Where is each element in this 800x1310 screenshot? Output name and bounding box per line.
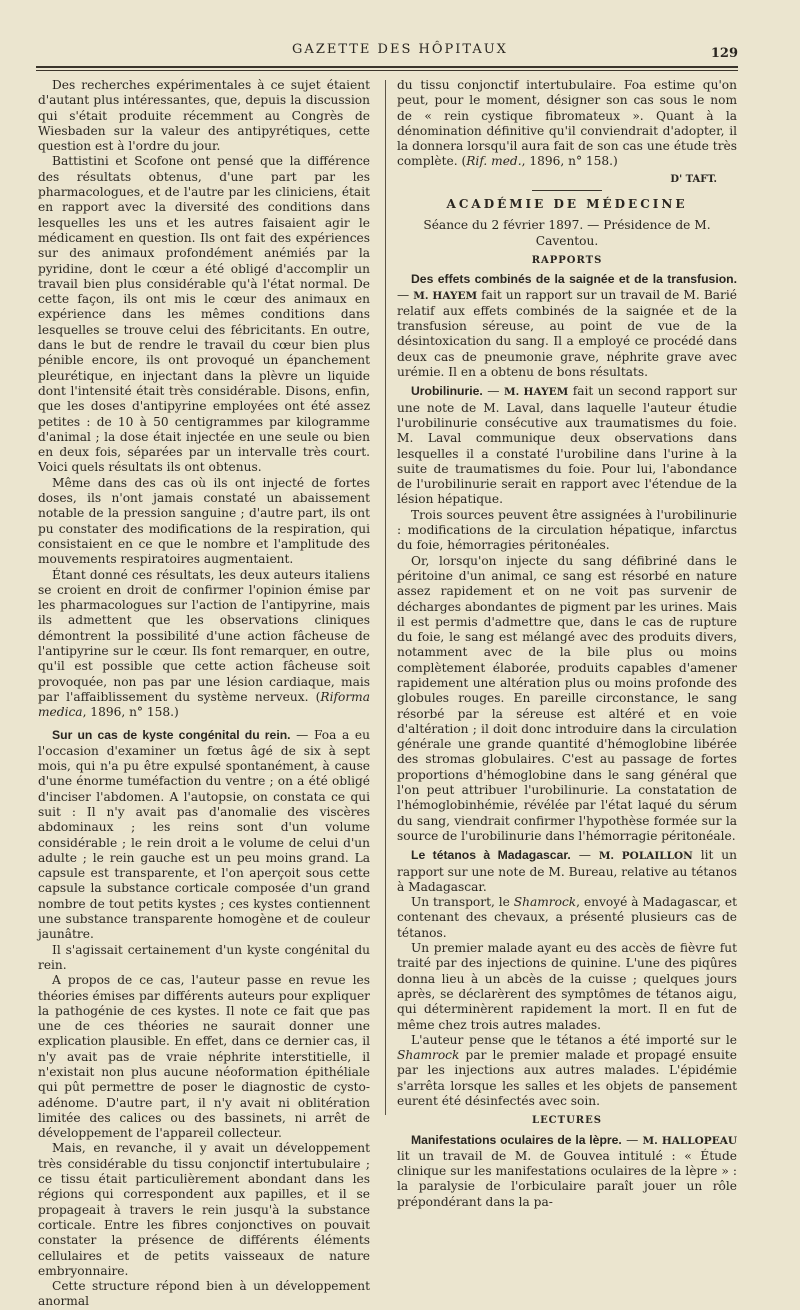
paragraph	[397, 78, 737, 170]
article-tetanos	[397, 848, 737, 895]
header-rule	[36, 66, 738, 68]
paragraph: Des recherches expérimentales à ce sujet étaient d'autant plus intéressantes, que, depuis la discussion qui s'était produite récemment au Congrès de Wiesbaden sur la valeur des antipyrétiques, cette question est à l'ordre du jour.	[38, 78, 370, 154]
column-divider	[385, 80, 386, 1115]
paragraph	[38, 568, 370, 721]
paragraph	[397, 1033, 737, 1109]
paragraph: Même dans des cas où ils ont injecté de fortes doses, ils n'ont jamais constaté un abaissement notable de la pression sanguine ; d'autre part, ils ont pu constater des modifications de la respiration, qui consistaient en ce que le nombre et l'amplitude des mouvements respiratoires augmentaient.	[38, 475, 370, 567]
text: du tissu conjonctif intertubulaire. Foa estime qu'on peut, pour le moment, désigner son cas sous le nom de « rein cystique fibromateux ». Quant à la dénomination définitive qu'il conviendrait d'adopter, il la donnera lorsqu'il aura fait de son cas une étude très complète. (	[397, 78, 737, 169]
signature: D' TAFT.	[670, 173, 717, 185]
ship-name: Shamrock	[513, 895, 577, 910]
journal-reference: Rif. med.	[466, 154, 522, 169]
article-title: Des effets combinés de la saignée et de la transfusion.	[411, 272, 737, 287]
paragraph: Or, lorsqu'on injecte du sang défibriné dans le péritoine d'un animal, ce sang est résorbé en nature assez rapidement et on ne voit pas survenir de décharges abondantes de pigment par les urines. Mais il est permis d'admettre que, dans le cas de rupture du foie, le sang est mélangé avec des produits divers, notamment avec de la bile plus ou moins complètement élaborée, produits capables d'amener rapidement une altération plus ou moins profonde des globules rouges. En pareille circonstance, le sang résorbé par la séreuse est altéré et en voie d'altération ; il doit donc introduire dans la circulation générale une grande quantité d'hémoglobine libérée des stromas globulaires. C'est au passage de fortes proportions d'hémoglobine dans le sang général que l'on peut attribuer l'urobilinurie. La constatation de l'hémoglobinhémie, révélée par l'état laqué du sérum du sang, viendrait confirmer l'hypothèse formée sur la source de l'urobilinurie dans l'hémorragie péritonéale.	[397, 553, 737, 843]
right-column	[397, 78, 737, 1210]
author-name: M. HALLOPEAU	[642, 1134, 738, 1147]
article-title: Manifestations oculaires de la lèpre.	[411, 1132, 622, 1147]
text: Un transport, le	[411, 895, 514, 910]
text: —	[570, 848, 599, 863]
text: L'auteur pense que le tétanos a été importé sur le	[411, 1032, 737, 1047]
section-title: ACADÉMIE DE MÉDECINE	[446, 197, 688, 212]
author-name: M. HAYEM	[413, 289, 478, 302]
article-kyste	[38, 728, 370, 942]
section-rule	[532, 190, 602, 191]
text: —	[621, 1132, 643, 1147]
paragraph: Mais, en revanche, il y avait un développement très considérable du tissu conjonctif intertubulaire ; ce tissu était particulièrement abondant dans les régions qui correspondent aux papilles, et il se propageait à travers le rein jusqu'à la substance corticale. Entre les fibres conjonctives on pouvait constater la présence de différents éléments cellulaires et de petits vaisseaux de nature embryonnaire.	[38, 1141, 370, 1278]
header-rule-thin	[36, 70, 738, 71]
paragraph	[397, 895, 737, 941]
left-column	[38, 78, 370, 1310]
author-name: M. HAYEM	[503, 386, 569, 399]
paragraph: Cette structure répond bien à un développement anormal	[38, 1279, 370, 1309]
paragraph: A propos de ce cas, l'auteur passe en revue les théories émises par différents auteurs pour expliquer la pathogénie de ces kystes. Il note ce fait que pas une de ces théories ne saurait donner une explication plausible. En effet, dans ce dernier cas, il n'y avait pas de vraie néphrite interstitielle, il n'existait non plus aucune néoformation épithéliale qui pût permettre de poser le diagnostic de cysto-adénome. D'autre part, il n'y avait ni oblitération limitée des calices ou des bassinets, ni arrêt de développement de l'appareil collecteur.	[38, 973, 370, 1141]
text: par le premier malade et propagé ensuite par les injections aux autres malades. L'épidémie s'arrêta lorsque les salles et les objets de pansement eurent été désinfectés avec soin.	[397, 1048, 737, 1108]
text: , envoyé à Madagascar, et contenant des chevaux, a présenté plusieurs cas de tétanos.	[397, 895, 737, 940]
paragraph: Un premier malade ayant eu des accès de fièvre fut traité par des injections de quinine. L'une des piqûres donna lieu à un abcès de la cuisse ; quelques jours après, se déclarèrent des symptômes de tétanos aigu, qui déterminèrent rapidement la mort. Il en fut de même chez trois autres malades.	[397, 941, 737, 1032]
article-urobilinurie	[397, 384, 737, 507]
running-header	[0, 40, 800, 64]
journal-reference: Riforma medica	[38, 689, 370, 720]
text: fait un second rapport sur une note de M. Laval, dans laquelle l'auteur étudie l'urobilinurie consécutive aux traumatismes du foie. M. Laval communique deux observations dans lesquelles il a constaté l'urobiline dans l'urine à la suite de traumatismes du foie. Pour lui, l'abondance de l'urobilinurie serait en rapport avec l'étendue de la lésion hépatique.	[397, 384, 737, 507]
text: Étant donné ces résultats, les deux auteurs italiens se croient en droit de confirmer l'opinion émise par les pharmacologues sur l'action de l'antipyrine, mais ils admettent que les observations cliniques démontrent la possibilité d'une action fâcheuse de l'antipyrine sur le cœur. Ils font remarquer, en outre, qu'il est possible que cette action fâcheuse soit provoquée, non pas par une lésion cardiaque, mais par l'affaiblissement du système nerveux. (	[38, 567, 370, 704]
subsection-title: RAPPORTS	[531, 254, 603, 266]
text: — Foa a eu l'occasion d'examiner un fœtus âgé de six à sept mois, qui n'a pu être expulsé spontanément, à cause d'une énorme tuméfaction du ventre ; on a été obligé d'inciser l'abdomen. A l'autopsie, on constata ce qui suit : Il n'y avait pas d'anomalie des viscères abdominaux ; les reins sont d'un volume considérable ; le rein droit a le volume de celui d'un adulte ; le rein gauche est un peu moins grand. La capsule est transparente, et l'on aperçoit sous cette capsule la substance corticale composée d'un grand nombre de tout petits kystes ; ces kystes contiennent une substance transparente homogène et de couleur jaunâtre.	[38, 728, 370, 942]
text: —	[397, 287, 414, 302]
article-title: Urobilinurie.	[411, 384, 483, 399]
article-title: Sur un cas de kyste congénital du rein.	[52, 728, 291, 743]
text: , 1896, n° 158.)	[82, 705, 179, 720]
text: —	[482, 384, 504, 399]
paragraph: Battistini et Scofone ont pensé que la différence des résultats obtenus, d'une part par les pharmacologues, et de l'autre par les cliniciens, était en rapport avec la diversité des conditions dans lesquelles les uns et les autres faisaient agir le médicament en question. Ils ont fait des expériences sur des animaux profondément anémiés par la pyridine, dont le cœur a été obligé d'accomplir un travail bien plus considérable qu'à l'état normal. De cette façon, ils ont mis le cœur des animaux en expérience dans les mêmes conditions dans lesquelles se trouve celui des fébricitants. En outre, dans le but de rendre le travail du cœur bien plus pénible encore, ils ont provoqué un épanchement pleurétique, en injectant dans la plèvre un liquide dont l'intensité était très considérable. Disons, enfin, que les doses d'antipyrine employées ont été assez petites : de 10 à 50 centigrammes par kilogramme d'animal ; la dose était injectée en une seule ou bien en deux fois, séparées par un intervalle très court. Voici quels résultats ils ont obtenus.	[38, 154, 370, 475]
text: , 1896, n° 158.)	[521, 154, 618, 169]
author-name: M. POLAILLON	[598, 850, 693, 863]
session-line: Séance du 2 février 1897. — Présidence de M. Caventou.	[423, 218, 711, 248]
ship-name: Shamrock	[397, 1048, 460, 1063]
article-lepre	[397, 1133, 737, 1210]
page-number: 129	[710, 46, 738, 61]
text: lit un rapport sur une note de M. Bureau, relative au tétanos à Madagascar.	[397, 848, 737, 894]
paragraph: Il s'agissait certainement d'un kyste congénital du rein.	[38, 942, 370, 972]
journal-title: GAZETTE DES HÔPITAUX	[292, 42, 508, 57]
article-title: Le tétanos à Madagascar.	[411, 848, 571, 863]
article-saignee	[397, 272, 737, 380]
text: fait un rapport sur un travail de M. Barié relatif aux effets combinés de la saignée et de la transfusion séreuse, au point de vue de la désintoxication du sang. Il a employé ce procédé dans deux cas de pneumonie grave, néphrite grave avec urémie. Il en a obtenu de bons résultats.	[397, 287, 737, 380]
text: lit un travail de M. de Gouvea intitulé : « Étude clinique sur les manifestations oculaires de la lèpre » : la paralysie de l'orbiculaire paraît jouer un rôle prépondérant dans la pa-	[397, 1148, 737, 1209]
spacer	[38, 720, 370, 728]
subsection-title: LECTURES	[532, 1115, 602, 1127]
paragraph: Trois sources peuvent être assignées à l'urobilinurie : modifications de la circulation hépatique, infarctus du foie, hémorragies péritonéales.	[397, 507, 737, 553]
